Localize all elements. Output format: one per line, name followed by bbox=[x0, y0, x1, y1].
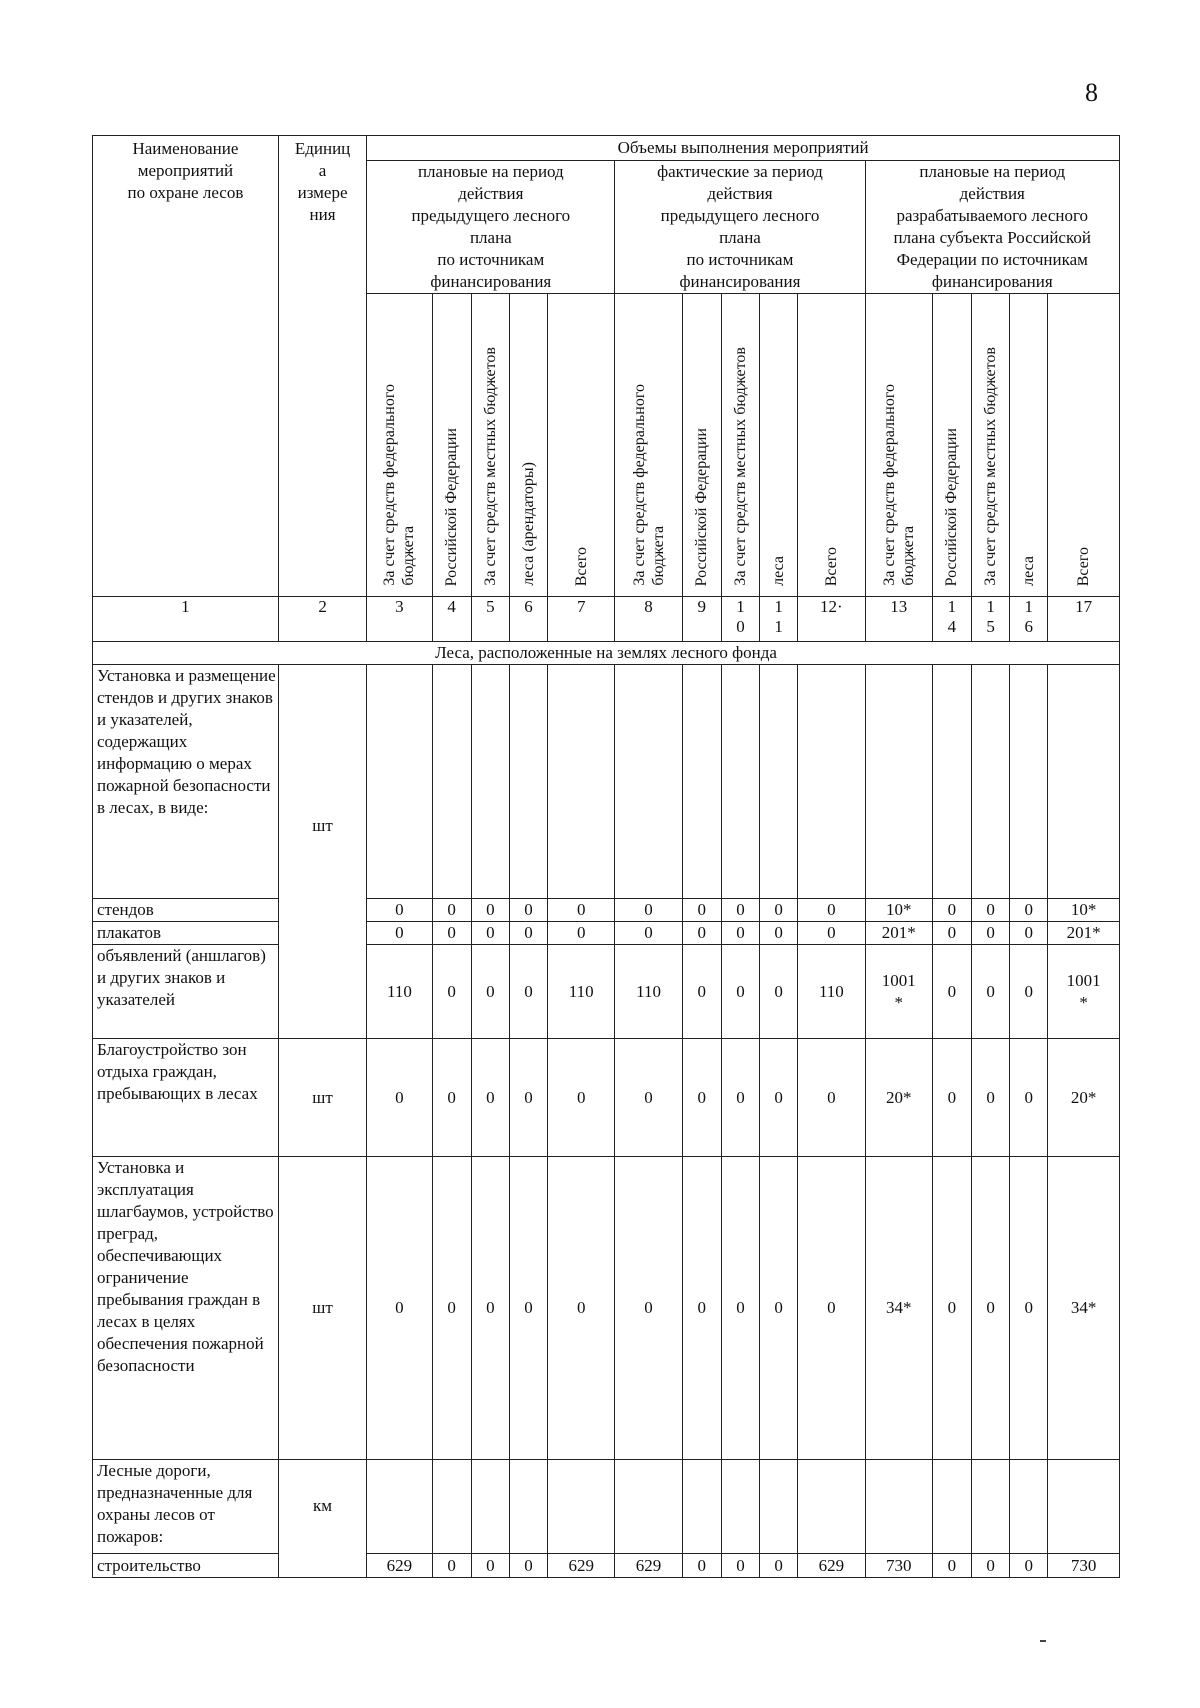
value-cell: 0 bbox=[471, 1039, 509, 1157]
value-cell: 0 bbox=[509, 945, 547, 1039]
value-cell: 201* bbox=[1048, 922, 1120, 945]
source-group-header bbox=[367, 161, 615, 294]
column-number-label: 1 6 bbox=[1024, 597, 1034, 636]
header-name-line: по охране лесов bbox=[127, 183, 244, 202]
value-cell: 730 bbox=[1048, 1554, 1120, 1578]
value-cell: 0 bbox=[615, 922, 682, 945]
value-cell: 0 bbox=[721, 922, 759, 945]
measure-name: Лесные дороги, предназначенные для охраны лесов от пожаров: bbox=[93, 1460, 279, 1554]
value-cell bbox=[367, 665, 432, 899]
subcolumn-header bbox=[1048, 294, 1120, 597]
subcolumn-header-label: леса bbox=[770, 556, 788, 586]
value-cell: 0 bbox=[367, 1039, 432, 1157]
column-number bbox=[93, 597, 279, 642]
group-header-line: фактические за период bbox=[657, 162, 823, 181]
value-cell: 0 bbox=[615, 899, 682, 922]
subcolumn-header-label: Российской Федерации bbox=[943, 427, 961, 586]
unit-label: шт bbox=[312, 1087, 333, 1107]
value-cell: 629 bbox=[615, 1554, 682, 1578]
value-cell bbox=[471, 665, 509, 899]
value-cell bbox=[1010, 665, 1048, 899]
subcolumn-header-label: Всего bbox=[822, 546, 840, 586]
subcolumn-header-label: За счет средств федерального бюджета bbox=[630, 384, 667, 586]
value-cell: 0 bbox=[432, 922, 471, 945]
group-header-line: финансирования bbox=[679, 272, 801, 291]
measure-name: Установка и размещение стендов и других знаков и указателей, содержащих информацию о мерах пожарной безопасности в лесах, в виде: bbox=[93, 665, 279, 899]
value-cell: 110 bbox=[367, 945, 432, 1039]
table-row bbox=[93, 899, 1120, 922]
subcolumn-header-label: Всего bbox=[572, 546, 590, 586]
value-cell: 0 bbox=[972, 1554, 1010, 1578]
value-cell: 0 bbox=[1010, 899, 1048, 922]
value-cell: 0 bbox=[760, 945, 798, 1039]
value-cell: 0 bbox=[932, 945, 971, 1039]
value-cell bbox=[682, 665, 721, 899]
value-cell bbox=[432, 665, 471, 899]
group-header-line: плана субъекта Российской bbox=[893, 228, 1091, 247]
value-cell: 34* bbox=[1048, 1157, 1120, 1460]
value-cell: 0 bbox=[682, 922, 721, 945]
column-number-label: 1 1 bbox=[774, 597, 783, 636]
value-cell: 1001 * bbox=[865, 945, 932, 1039]
value-cell: 0 bbox=[760, 1039, 798, 1157]
value-cell: 629 bbox=[798, 1554, 865, 1578]
column-number-label: 6 bbox=[524, 597, 533, 616]
group-header-line: по источникам bbox=[437, 250, 545, 269]
subcolumn-header bbox=[471, 294, 509, 597]
unit-label: шт bbox=[312, 1298, 333, 1317]
subcolumn-header-label: Российской Федерации bbox=[443, 427, 461, 586]
column-number-label: 1 5 bbox=[986, 597, 995, 636]
value-cell: 110 bbox=[548, 945, 615, 1039]
group-header-line: по источникам bbox=[686, 250, 794, 269]
column-number-label: 9 bbox=[697, 597, 707, 616]
subcolumn-header bbox=[932, 294, 971, 597]
page-mark bbox=[1040, 1640, 1046, 1642]
value-cell: 0 bbox=[721, 945, 759, 1039]
column-number-label: 5 bbox=[486, 597, 495, 616]
column-number bbox=[721, 597, 759, 642]
value-cell: 110 bbox=[798, 945, 865, 1039]
subcolumn-header bbox=[682, 294, 721, 597]
header-name-line: Наименование bbox=[132, 139, 239, 158]
column-number bbox=[615, 597, 682, 642]
value-cell bbox=[432, 1460, 471, 1554]
group-header-line: плановые на период bbox=[919, 162, 1066, 181]
column-number bbox=[798, 597, 865, 642]
value-cell bbox=[471, 1460, 509, 1554]
value-cell: 0 bbox=[471, 1554, 509, 1578]
value-cell: 0 bbox=[367, 1157, 432, 1460]
column-number bbox=[471, 597, 509, 642]
table-row bbox=[93, 922, 1120, 945]
subcolumn-header bbox=[1010, 294, 1048, 597]
subcolumn-header-label: Российской Федерации bbox=[693, 427, 711, 586]
value-cell: 20* bbox=[865, 1039, 932, 1157]
value-cell: 0 bbox=[432, 945, 471, 1039]
subcolumn-header bbox=[432, 294, 471, 597]
unit-label: км bbox=[313, 1496, 333, 1515]
column-number-label: 8 bbox=[644, 597, 653, 616]
group-header-line: плана bbox=[719, 228, 761, 247]
value-cell: 0 bbox=[798, 922, 865, 945]
unit-cell bbox=[278, 1157, 366, 1460]
header-name-line: мероприятий bbox=[137, 161, 234, 180]
subcolumn-header-label: леса bbox=[1020, 556, 1038, 586]
column-number bbox=[932, 597, 971, 642]
value-cell: 0 bbox=[972, 945, 1010, 1039]
value-cell: 0 bbox=[798, 899, 865, 922]
column-number-label: 13 bbox=[890, 597, 908, 616]
column-number-label: 3 bbox=[395, 597, 404, 616]
column-header-unit bbox=[278, 136, 366, 597]
value-cell: 0 bbox=[682, 1039, 721, 1157]
value-cell: 0 bbox=[721, 1554, 759, 1578]
group-header-line: финансирования bbox=[430, 272, 552, 291]
value-cell: 0 bbox=[509, 1157, 547, 1460]
value-cell bbox=[1048, 1460, 1120, 1554]
column-number bbox=[865, 597, 932, 642]
value-cell bbox=[760, 665, 798, 899]
column-number-label: 4 bbox=[447, 597, 456, 616]
value-cell bbox=[509, 1460, 547, 1554]
value-cell: 0 bbox=[548, 1157, 615, 1460]
value-cell: 0 bbox=[1010, 1157, 1048, 1460]
column-number bbox=[1048, 597, 1120, 642]
volumes-header: Объемы выполнения мероприятий bbox=[367, 136, 1120, 161]
value-cell: 0 bbox=[367, 899, 432, 922]
value-cell: 0 bbox=[432, 1554, 471, 1578]
measure-name: Установка и эксплуатация шлагбаумов, устройство преград, обеспечивающих ограничение пребывания граждан в лесах в целях обеспечения пожарной безопасности bbox=[93, 1157, 279, 1460]
header-unit-line: ния bbox=[309, 205, 336, 224]
column-number bbox=[509, 597, 547, 642]
value-cell: 0 bbox=[548, 922, 615, 945]
value-cell bbox=[972, 665, 1010, 899]
unit-cell bbox=[278, 665, 366, 1039]
value-cell: 0 bbox=[548, 899, 615, 922]
column-number-label: 1 bbox=[181, 597, 190, 616]
column-number bbox=[432, 597, 471, 642]
value-cell bbox=[972, 1460, 1010, 1554]
table-row bbox=[93, 1157, 1120, 1460]
value-cell bbox=[1010, 1460, 1048, 1554]
column-number bbox=[682, 597, 721, 642]
value-cell: 201* bbox=[865, 922, 932, 945]
value-cell bbox=[865, 1460, 932, 1554]
value-cell bbox=[1048, 665, 1120, 899]
unit-label: шт bbox=[312, 816, 333, 835]
value-cell: 0 bbox=[471, 899, 509, 922]
value-cell: 0 bbox=[1010, 922, 1048, 945]
value-cell: 0 bbox=[509, 922, 547, 945]
header-unit-line: Единиц bbox=[294, 139, 351, 158]
subcolumn-header bbox=[972, 294, 1010, 597]
value-cell bbox=[865, 665, 932, 899]
table-row bbox=[93, 1460, 1120, 1554]
measure-name: объявлений (аншлагов) и других знаков и указателей bbox=[93, 945, 279, 1039]
column-number bbox=[1010, 597, 1048, 642]
group-header-line: действия bbox=[959, 184, 1025, 203]
value-cell bbox=[721, 1460, 759, 1554]
value-cell: 0 bbox=[367, 922, 432, 945]
value-cell: 10* bbox=[1048, 899, 1120, 922]
value-cell: 629 bbox=[548, 1554, 615, 1578]
table-row bbox=[93, 1554, 1120, 1578]
group-header-line: предыдущего лесного bbox=[411, 206, 571, 225]
fire-protection-measures-table bbox=[92, 135, 1120, 1578]
subcolumn-header bbox=[798, 294, 865, 597]
header-unit-line: измере bbox=[297, 183, 348, 202]
value-cell: 0 bbox=[760, 899, 798, 922]
value-cell: 0 bbox=[798, 1039, 865, 1157]
value-cell: 0 bbox=[471, 945, 509, 1039]
subcolumn-header bbox=[615, 294, 682, 597]
measure-name: стендов bbox=[93, 899, 279, 922]
value-cell bbox=[615, 665, 682, 899]
group-header-line: действия bbox=[458, 184, 524, 203]
column-number-label: 7 bbox=[576, 597, 586, 616]
value-cell: 0 bbox=[798, 1157, 865, 1460]
value-cell: 0 bbox=[932, 1039, 971, 1157]
group-header-line: действия bbox=[707, 184, 773, 203]
measure-name: Благоустройство зон отдыха граждан, пребывающих в лесах bbox=[93, 1039, 279, 1157]
subcolumn-header bbox=[865, 294, 932, 597]
value-cell: 0 bbox=[509, 1554, 547, 1578]
group-header-line: разрабатываемого лесного bbox=[896, 206, 1089, 225]
subcolumn-header-label: За счет средств федерального бюджета bbox=[381, 384, 418, 586]
value-cell: 0 bbox=[721, 1039, 759, 1157]
column-number-label: 17 bbox=[1075, 597, 1093, 616]
table-row bbox=[93, 1039, 1120, 1157]
subcolumn-header-label: Всего bbox=[1075, 546, 1093, 586]
value-cell bbox=[932, 665, 971, 899]
value-cell: 0 bbox=[432, 1157, 471, 1460]
value-cell: 730 bbox=[865, 1554, 932, 1578]
source-group-header bbox=[865, 161, 1119, 294]
value-cell: 0 bbox=[471, 922, 509, 945]
subcolumn-header bbox=[721, 294, 759, 597]
value-cell bbox=[760, 1460, 798, 1554]
value-cell bbox=[548, 665, 615, 899]
value-cell: 0 bbox=[682, 1554, 721, 1578]
value-cell: 0 bbox=[509, 899, 547, 922]
value-cell bbox=[932, 1460, 971, 1554]
column-number bbox=[278, 597, 366, 642]
value-cell bbox=[798, 665, 865, 899]
value-cell: 0 bbox=[932, 922, 971, 945]
value-cell: 110 bbox=[615, 945, 682, 1039]
unit-cell bbox=[278, 1039, 366, 1157]
value-cell: 0 bbox=[972, 899, 1010, 922]
column-number-label: 12· bbox=[820, 597, 843, 616]
column-number-label: 1 4 bbox=[947, 597, 957, 636]
value-cell: 0 bbox=[932, 1554, 971, 1578]
subcolumn-header bbox=[548, 294, 615, 597]
value-cell: 0 bbox=[1010, 945, 1048, 1039]
page-number: 8 bbox=[1085, 78, 1098, 107]
source-group-header bbox=[615, 161, 865, 294]
group-header-line: плана bbox=[469, 228, 512, 247]
column-number bbox=[760, 597, 798, 642]
value-cell: 0 bbox=[932, 899, 971, 922]
header-unit-line: а bbox=[318, 161, 327, 180]
subcolumn-header bbox=[760, 294, 798, 597]
value-cell bbox=[367, 1460, 432, 1554]
value-cell: 0 bbox=[972, 1039, 1010, 1157]
column-number bbox=[548, 597, 615, 642]
subcolumn-header bbox=[509, 294, 547, 597]
value-cell bbox=[798, 1460, 865, 1554]
subcolumn-header-label: За счет средств местных бюджетов bbox=[481, 347, 499, 586]
value-cell: 629 bbox=[367, 1554, 432, 1578]
value-cell: 0 bbox=[682, 1157, 721, 1460]
subcolumn-header bbox=[367, 294, 432, 597]
unit-cell bbox=[278, 1460, 366, 1578]
measure-name: плакатов bbox=[93, 922, 279, 945]
value-cell: 0 bbox=[432, 899, 471, 922]
subcolumn-header-label: За счет средств федерального бюджета bbox=[880, 384, 917, 586]
value-cell: 34* bbox=[865, 1157, 932, 1460]
value-cell bbox=[509, 665, 547, 899]
value-cell: 0 bbox=[615, 1157, 682, 1460]
subcolumn-header-label: За счет средств местных бюджетов bbox=[731, 347, 749, 586]
subcolumn-header-label: За счет средств местных бюджетов bbox=[982, 347, 1000, 586]
value-cell: 10* bbox=[865, 899, 932, 922]
column-header-name bbox=[93, 136, 279, 597]
value-cell: 0 bbox=[432, 1039, 471, 1157]
measure-name: строительство bbox=[93, 1554, 279, 1578]
table-row bbox=[93, 665, 1120, 899]
table-row bbox=[93, 945, 1120, 1039]
value-cell: 0 bbox=[682, 899, 721, 922]
value-cell: 0 bbox=[1010, 1554, 1048, 1578]
value-cell: 0 bbox=[509, 1039, 547, 1157]
column-number bbox=[367, 597, 432, 642]
group-header-line: плановые на период bbox=[417, 162, 564, 181]
value-cell: 0 bbox=[721, 1157, 759, 1460]
value-cell: 0 bbox=[548, 1039, 615, 1157]
value-cell: 0 bbox=[682, 945, 721, 1039]
value-cell: 0 bbox=[760, 922, 798, 945]
value-cell: 0 bbox=[760, 1157, 798, 1460]
value-cell: 0 bbox=[972, 1157, 1010, 1460]
value-cell bbox=[721, 665, 759, 899]
column-number-label: 2 bbox=[318, 597, 327, 616]
group-header-line: Федерации по источникам bbox=[896, 250, 1088, 269]
value-cell bbox=[682, 1460, 721, 1554]
subcolumn-header-label: леса (арендаторы) bbox=[519, 462, 537, 586]
value-cell: 0 bbox=[760, 1554, 798, 1578]
value-cell: 1001 * bbox=[1048, 945, 1120, 1039]
value-cell: 0 bbox=[972, 922, 1010, 945]
value-cell bbox=[548, 1460, 615, 1554]
value-cell: 0 bbox=[615, 1039, 682, 1157]
group-header-line: финансирования bbox=[931, 272, 1053, 291]
value-cell: 0 bbox=[471, 1157, 509, 1460]
value-cell: 0 bbox=[932, 1157, 971, 1460]
value-cell bbox=[615, 1460, 682, 1554]
group-header-line: предыдущего лесного bbox=[660, 206, 820, 225]
section-title: Леса, расположенные на землях лесного фонда bbox=[93, 642, 1120, 665]
value-cell: 0 bbox=[1010, 1039, 1048, 1157]
column-number-label: 1 0 bbox=[736, 597, 745, 636]
value-cell: 0 bbox=[721, 899, 759, 922]
value-cell: 20* bbox=[1048, 1039, 1120, 1157]
column-number bbox=[972, 597, 1010, 642]
